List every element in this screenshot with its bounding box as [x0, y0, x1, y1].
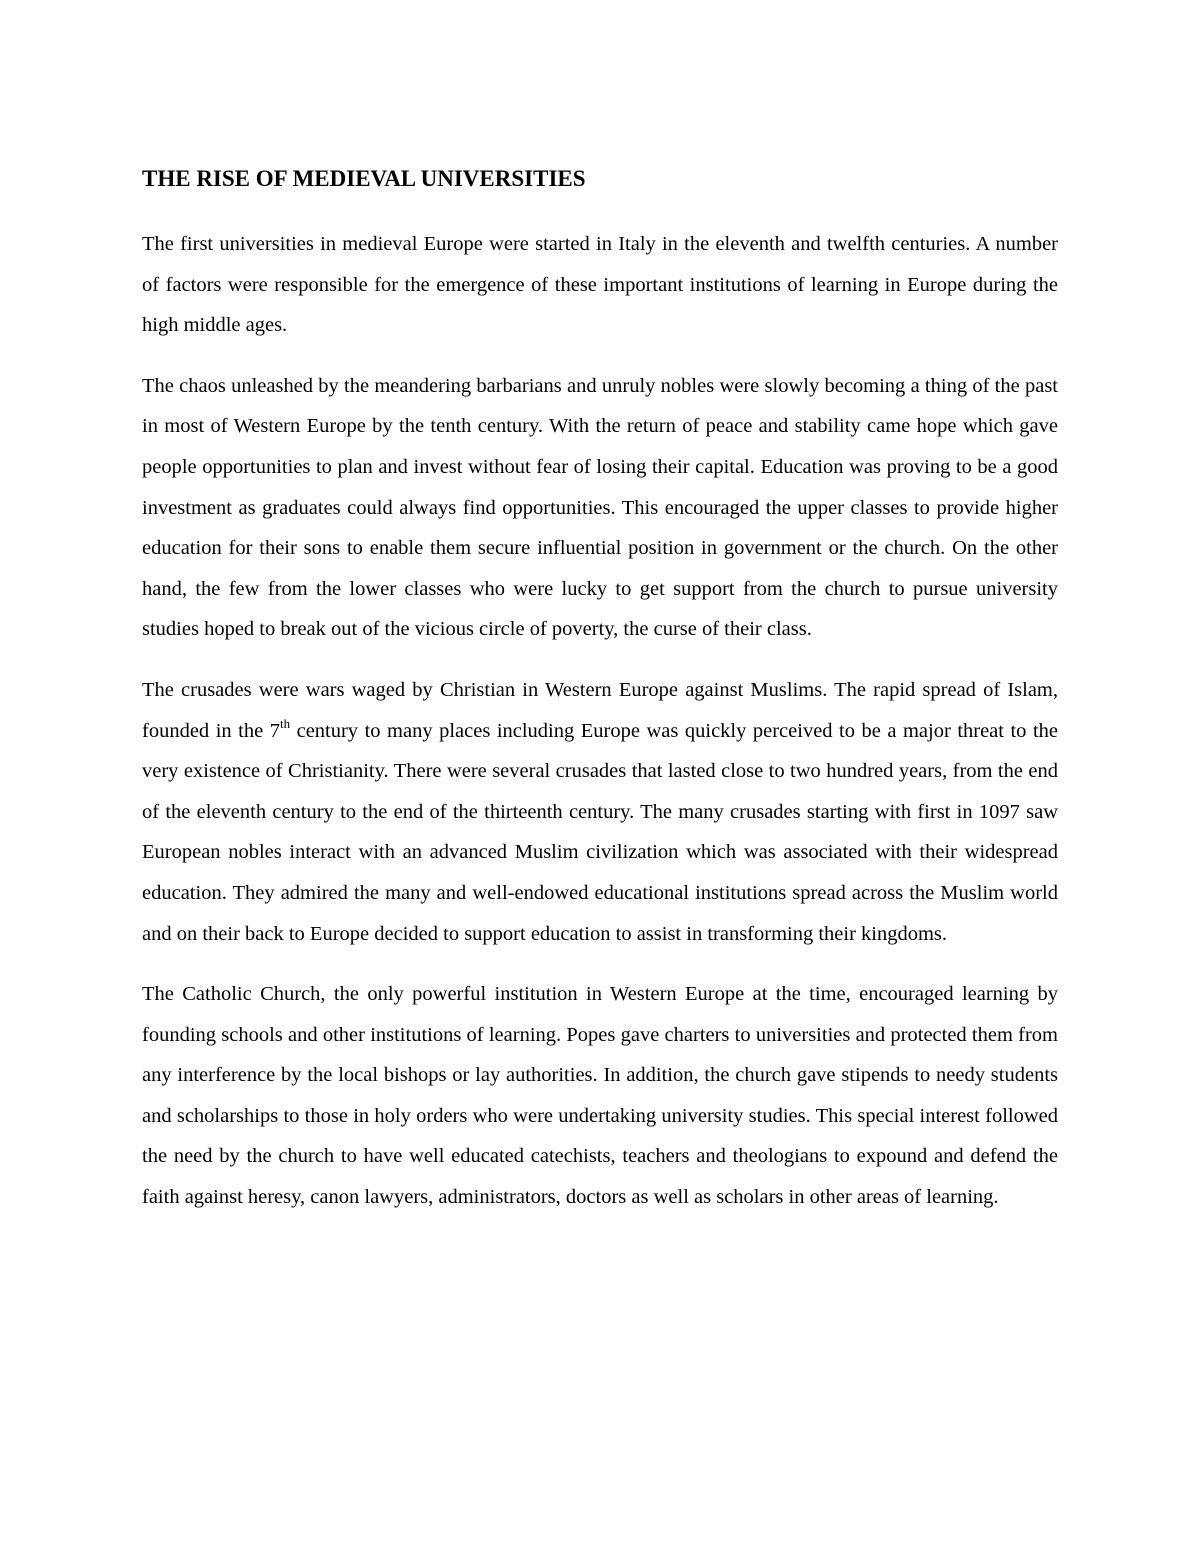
- paragraph-crusades: [142, 670, 1058, 954]
- paragraph-catholic-church: The Catholic Church, the only powerful institution in Western Europe at the time, encouraged learning by founding schools and other institutions of learning. Popes gave charters to universities and protected them from any interference by the local bishops or lay authorities. In addition, the church gave stipends to needy students and scholarships to those in holy orders who were undertaking university studies. This special interest followed the need by the church to have well educated catechists, teachers and theologians to expound and defend the faith against heresy, canon lawyers, administrators, doctors as well as scholars in other areas of learning.: [142, 983, 1058, 1209]
- paragraph-crusades-text-after: century to many places including Europe was quickly perceived to be a major threat to the very existence of Christianity. There were several crusades that lasted close to two hundred years, from the end of the eleventh century to the end of the thirteenth century. The many crusades starting with first in 1097 saw European nobles interact with an advanced Muslim civilization which was associated with their widespread education. They admired the many and well-endowed educational institutions spread across the Muslim world and on their back to Europe decided to support education to assist in transforming their kingdoms.: [142, 719, 1058, 945]
- document-title: THE RISE OF MEDIEVAL UNIVERSITIES: [142, 166, 586, 191]
- paragraph-crusades-text-before: The crusades were wars waged by Christian in Western Europe against Muslims. The rapid spread of Islam, founded in the 7: [142, 678, 1058, 742]
- paragraph-origins: The first universities in medieval Europe were started in Italy in the eleventh and twelfth centuries. A number of factors were responsible for the emergence of these important institutions of learning in Europe during the high middle ages.: [142, 233, 1058, 337]
- ordinal-superscript: th: [279, 715, 291, 731]
- document-body: [142, 164, 1058, 1238]
- paragraph-peace-and-stability: The chaos unleashed by the meandering barbarians and unruly nobles were slowly becoming a thing of the past in most of Western Europe by the tenth century. With the return of peace and stability came hope which gave people opportunities to plan and invest without fear of losing their capital. Education was proving to be a good investment as graduates could always find opportunities. This encouraged the upper classes to provide higher education for their sons to enable them secure influential position in government or the church. On the other hand, the few from the lower classes who were lucky to get support from the church to pursue university studies hoped to break out of the vicious circle of poverty, the curse of their class.: [142, 374, 1058, 641]
